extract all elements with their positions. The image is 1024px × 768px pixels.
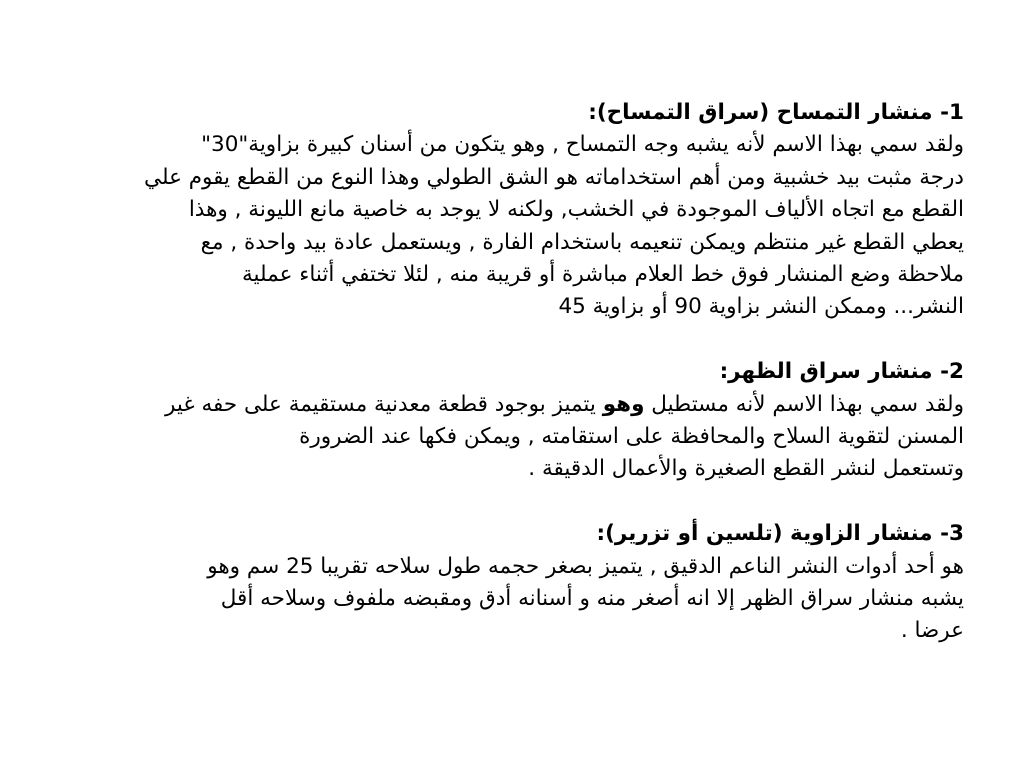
section-heading: 3- منشار الزاوية (تلسين أو تزرير): <box>596 521 964 547</box>
section-spacer <box>58 486 964 518</box>
paragraph-line: القطع مع اتجاه الألياف الموجودة في الخشب, ولكنه لا يوجد به خاصية مانع الليونة , وهذا <box>188 197 964 223</box>
paragraph-line: وتستعمل لنشر القطع الصغيرة والأعمال الدقيقة . <box>528 456 964 482</box>
slide-content <box>58 97 964 648</box>
paragraph-line: يشبه منشار سراق الظهر إلا انه أصغر منه و أسنانه أدق ومقبضه ملفوف وسلاحه أقل <box>220 586 964 612</box>
paragraph-line: المسنن لتقوية السلاح والمحافظة على استقامته , ويمكن فكها عند الضرورة <box>299 424 964 450</box>
section-back-saw <box>58 356 964 486</box>
paragraph-line: يعطي القطع غير منتظم ويمكن تنعيمه باستخدام الفارة , ويستعمل عادة بيد واحدة , مع <box>200 229 964 255</box>
paragraph-line: ولقد سمي بهذا الاسم لأنه يشبه وجه التمساح , وهو يتكون من أسنان كبيرة بزاوية"30" <box>201 132 964 158</box>
paragraph-line: عرضا . <box>900 618 964 644</box>
paragraph-line: هو أحد أدوات النشر الناعم الدقيق , يتميز بصغر حجمه طول سلاحه تقريبا 25 سم وهو <box>207 553 964 579</box>
paragraph-line: ملاحظة وضع المنشار فوق خط العلام مباشرة أو قريبة منه , لئلا تختفي أثناء عملية <box>242 262 964 288</box>
section-heading: 2- منشار سراق الظهر: <box>719 359 964 385</box>
bold-text-run: وهو <box>602 391 645 417</box>
paragraph-line <box>58 389 964 421</box>
paragraph-line: النشر... وممكن النشر بزاوية 90 أو بزاوية 45 <box>558 294 964 320</box>
section-crocodile-saw <box>58 97 964 324</box>
text-run: يتميز بوجود قطعة معدنية مستقيمة على حفه غير <box>165 391 603 417</box>
section-corner-saw <box>58 518 964 648</box>
text-run: ولقد سمي بهذا الاسم لأنه مستطيل <box>644 391 964 417</box>
paragraph-line: درجة مثبت بيد خشبية ومن أهم استخداماته هو الشق الطولي وهذا النوع من القطع يقوم علي <box>144 164 964 190</box>
section-spacer <box>58 324 964 356</box>
section-heading: 1- منشار التمساح (سراق التمساح): <box>588 100 964 125</box>
